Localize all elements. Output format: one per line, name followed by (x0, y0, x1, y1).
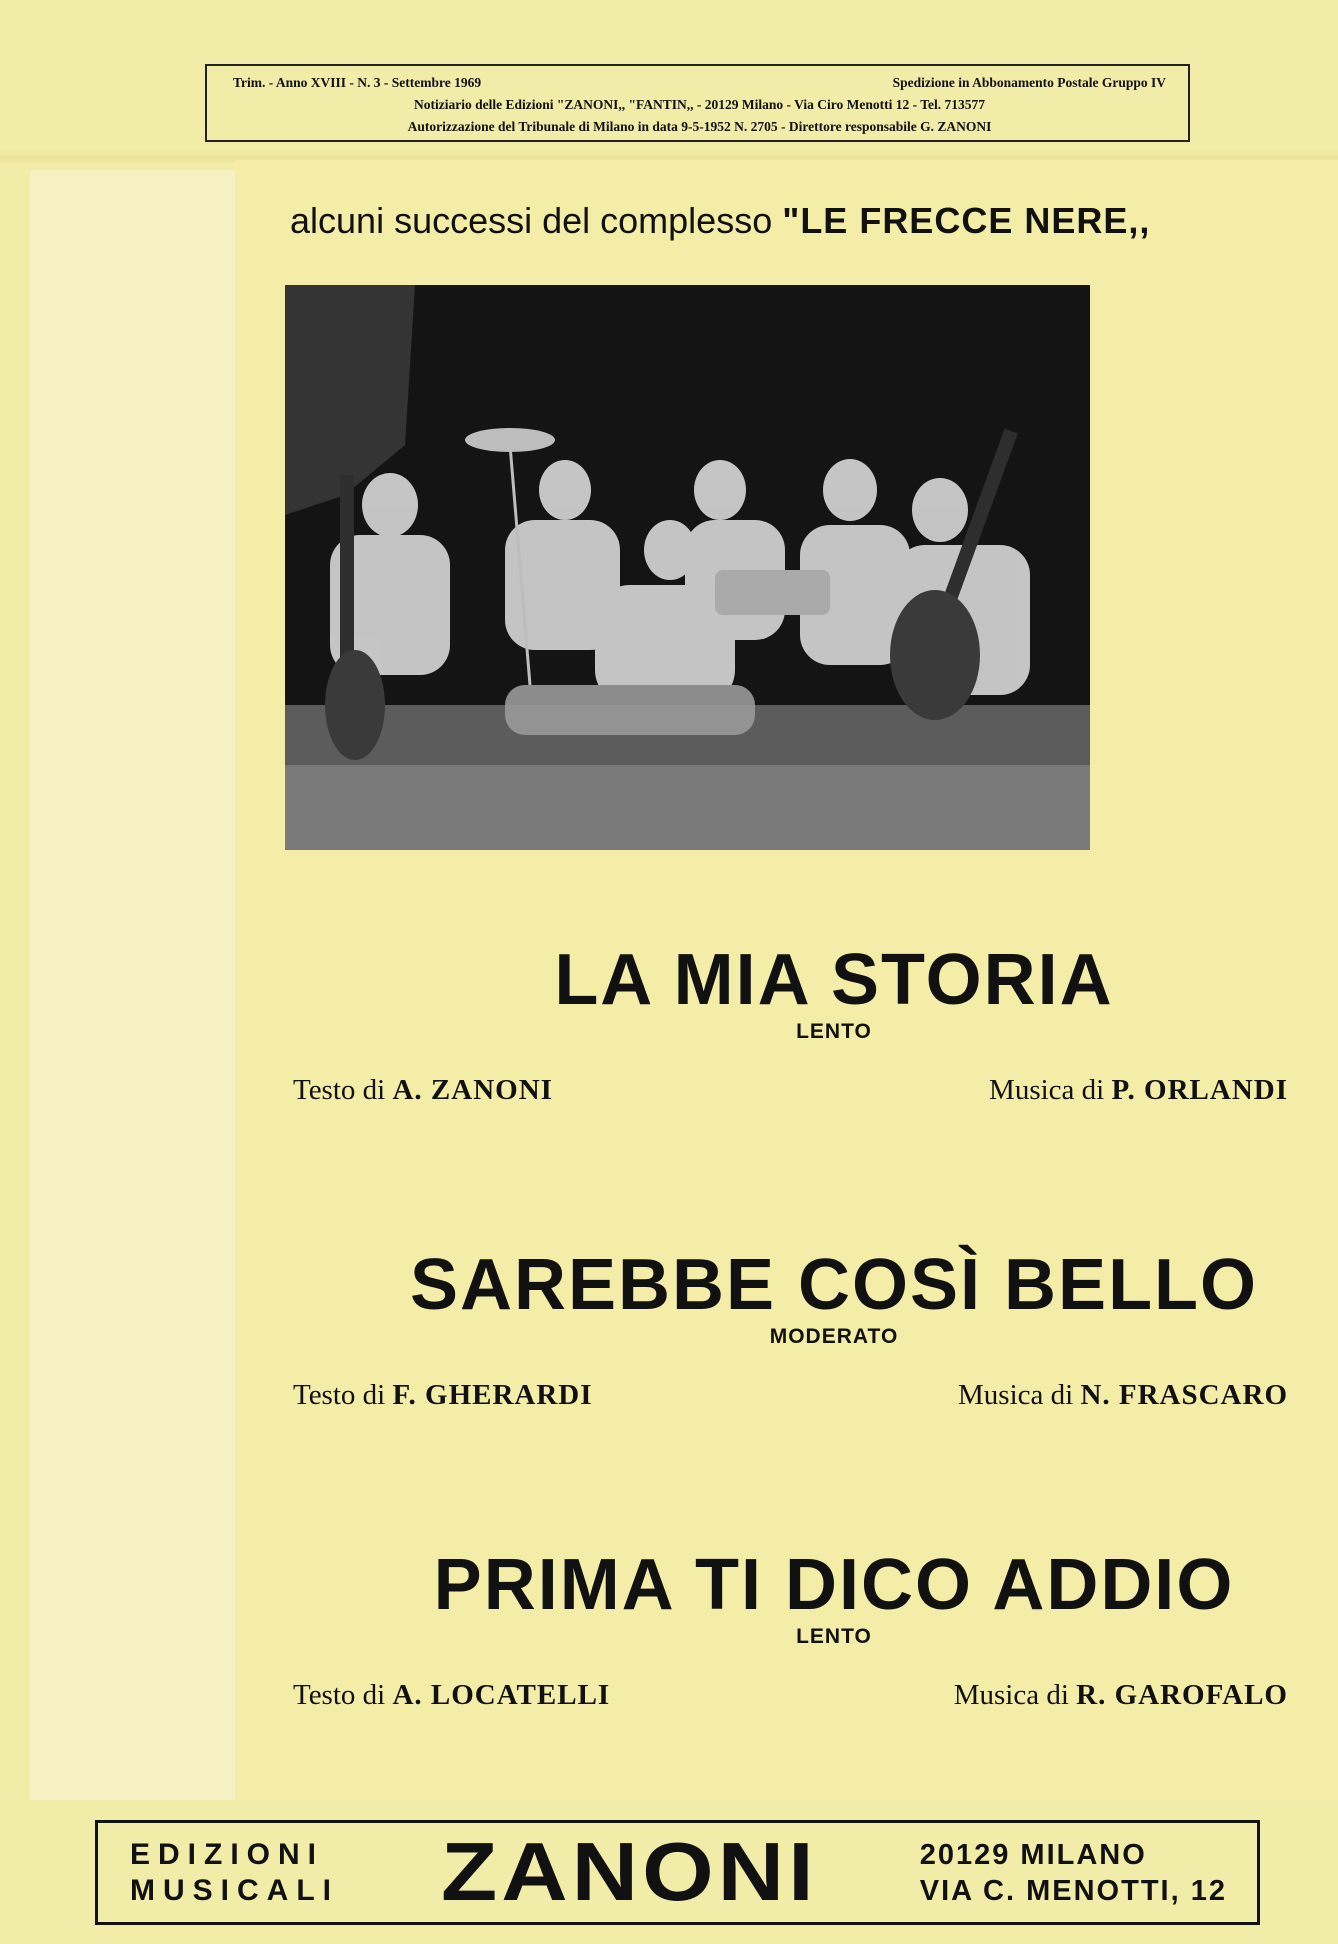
postal-info: Spedizione in Abbonamento Postale Gruppo IV (892, 75, 1166, 90)
music-credit (954, 1679, 1288, 1712)
lyrics-prefix: Testo di (293, 1679, 386, 1711)
issue-info: Trim. - Anno XVIII - N. 3 - Settembre 1969 (233, 75, 482, 90)
music-prefix: Musica di (989, 1074, 1105, 1106)
lyrics-author: A. LOCATELLI (392, 1679, 611, 1711)
footer-city: 20129 MILANO (919, 1838, 1147, 1871)
song-credits (235, 1679, 1338, 1712)
footer-address (920, 1837, 1227, 1909)
left-margin-band (30, 170, 235, 1800)
lyrics-credit (293, 1679, 610, 1712)
lyrics-author: F. GHERARDI (392, 1379, 593, 1411)
footer-label-line2: MUSICALI (130, 1873, 339, 1907)
music-prefix: Musica di (953, 1679, 1069, 1711)
page-subtitle (290, 200, 1290, 242)
publisher-address: Notiziario delle Edizioni "ZANONI,, "FANTIN,, - 20129 Milano - Via Ciro Menotti 12 - Tel. 713577 (414, 97, 985, 112)
lyrics-author: A. ZANONI (392, 1074, 553, 1106)
song-title: PRIMA TI DICO ADDIO (433, 1545, 1235, 1625)
song-credits (235, 1074, 1338, 1107)
publisher-logo: ZANONI (441, 1826, 818, 1918)
music-credit (958, 1379, 1288, 1412)
lyrics-credit (293, 1379, 593, 1412)
band-photo (285, 285, 1090, 850)
song-tempo: LENTO (796, 1625, 872, 1648)
song-title: LA MIA STORIA (554, 940, 1114, 1020)
footer-street: VIA C. MENOTTI, 12 (919, 1874, 1227, 1907)
footer-label-line1: EDIZIONI (130, 1837, 325, 1871)
music-author: N. FRASCARO (1080, 1379, 1288, 1411)
band-photo-illustration (285, 285, 1090, 850)
footer-label (130, 1837, 339, 1909)
lyrics-credit (293, 1074, 553, 1107)
lyrics-prefix: Testo di (293, 1379, 386, 1411)
publication-info-box (205, 64, 1190, 142)
song-block-1 (235, 940, 1338, 1107)
music-credit (989, 1074, 1288, 1107)
publisher-footer (95, 1820, 1260, 1925)
lyrics-prefix: Testo di (293, 1074, 386, 1106)
song-block-2 (235, 1245, 1338, 1412)
authorization-info: Autorizzazione del Tribunale di Milano in data 9-5-1952 N. 2705 - Direttore responsabile G. ZANONI (407, 119, 992, 134)
band-name: "LE FRECCE NERE,, (782, 200, 1151, 241)
song-tempo: MODERATO (769, 1325, 899, 1348)
music-prefix: Musica di (958, 1379, 1074, 1411)
song-block-3 (235, 1545, 1338, 1712)
song-credits (235, 1379, 1338, 1412)
subtitle-text: alcuni successi del complesso (290, 200, 773, 241)
music-author: P. ORLANDI (1111, 1074, 1288, 1106)
song-tempo: LENTO (796, 1020, 872, 1043)
music-author: R. GAROFALO (1076, 1679, 1288, 1711)
song-title: SAREBBE COSÌ BELLO (409, 1245, 1259, 1325)
